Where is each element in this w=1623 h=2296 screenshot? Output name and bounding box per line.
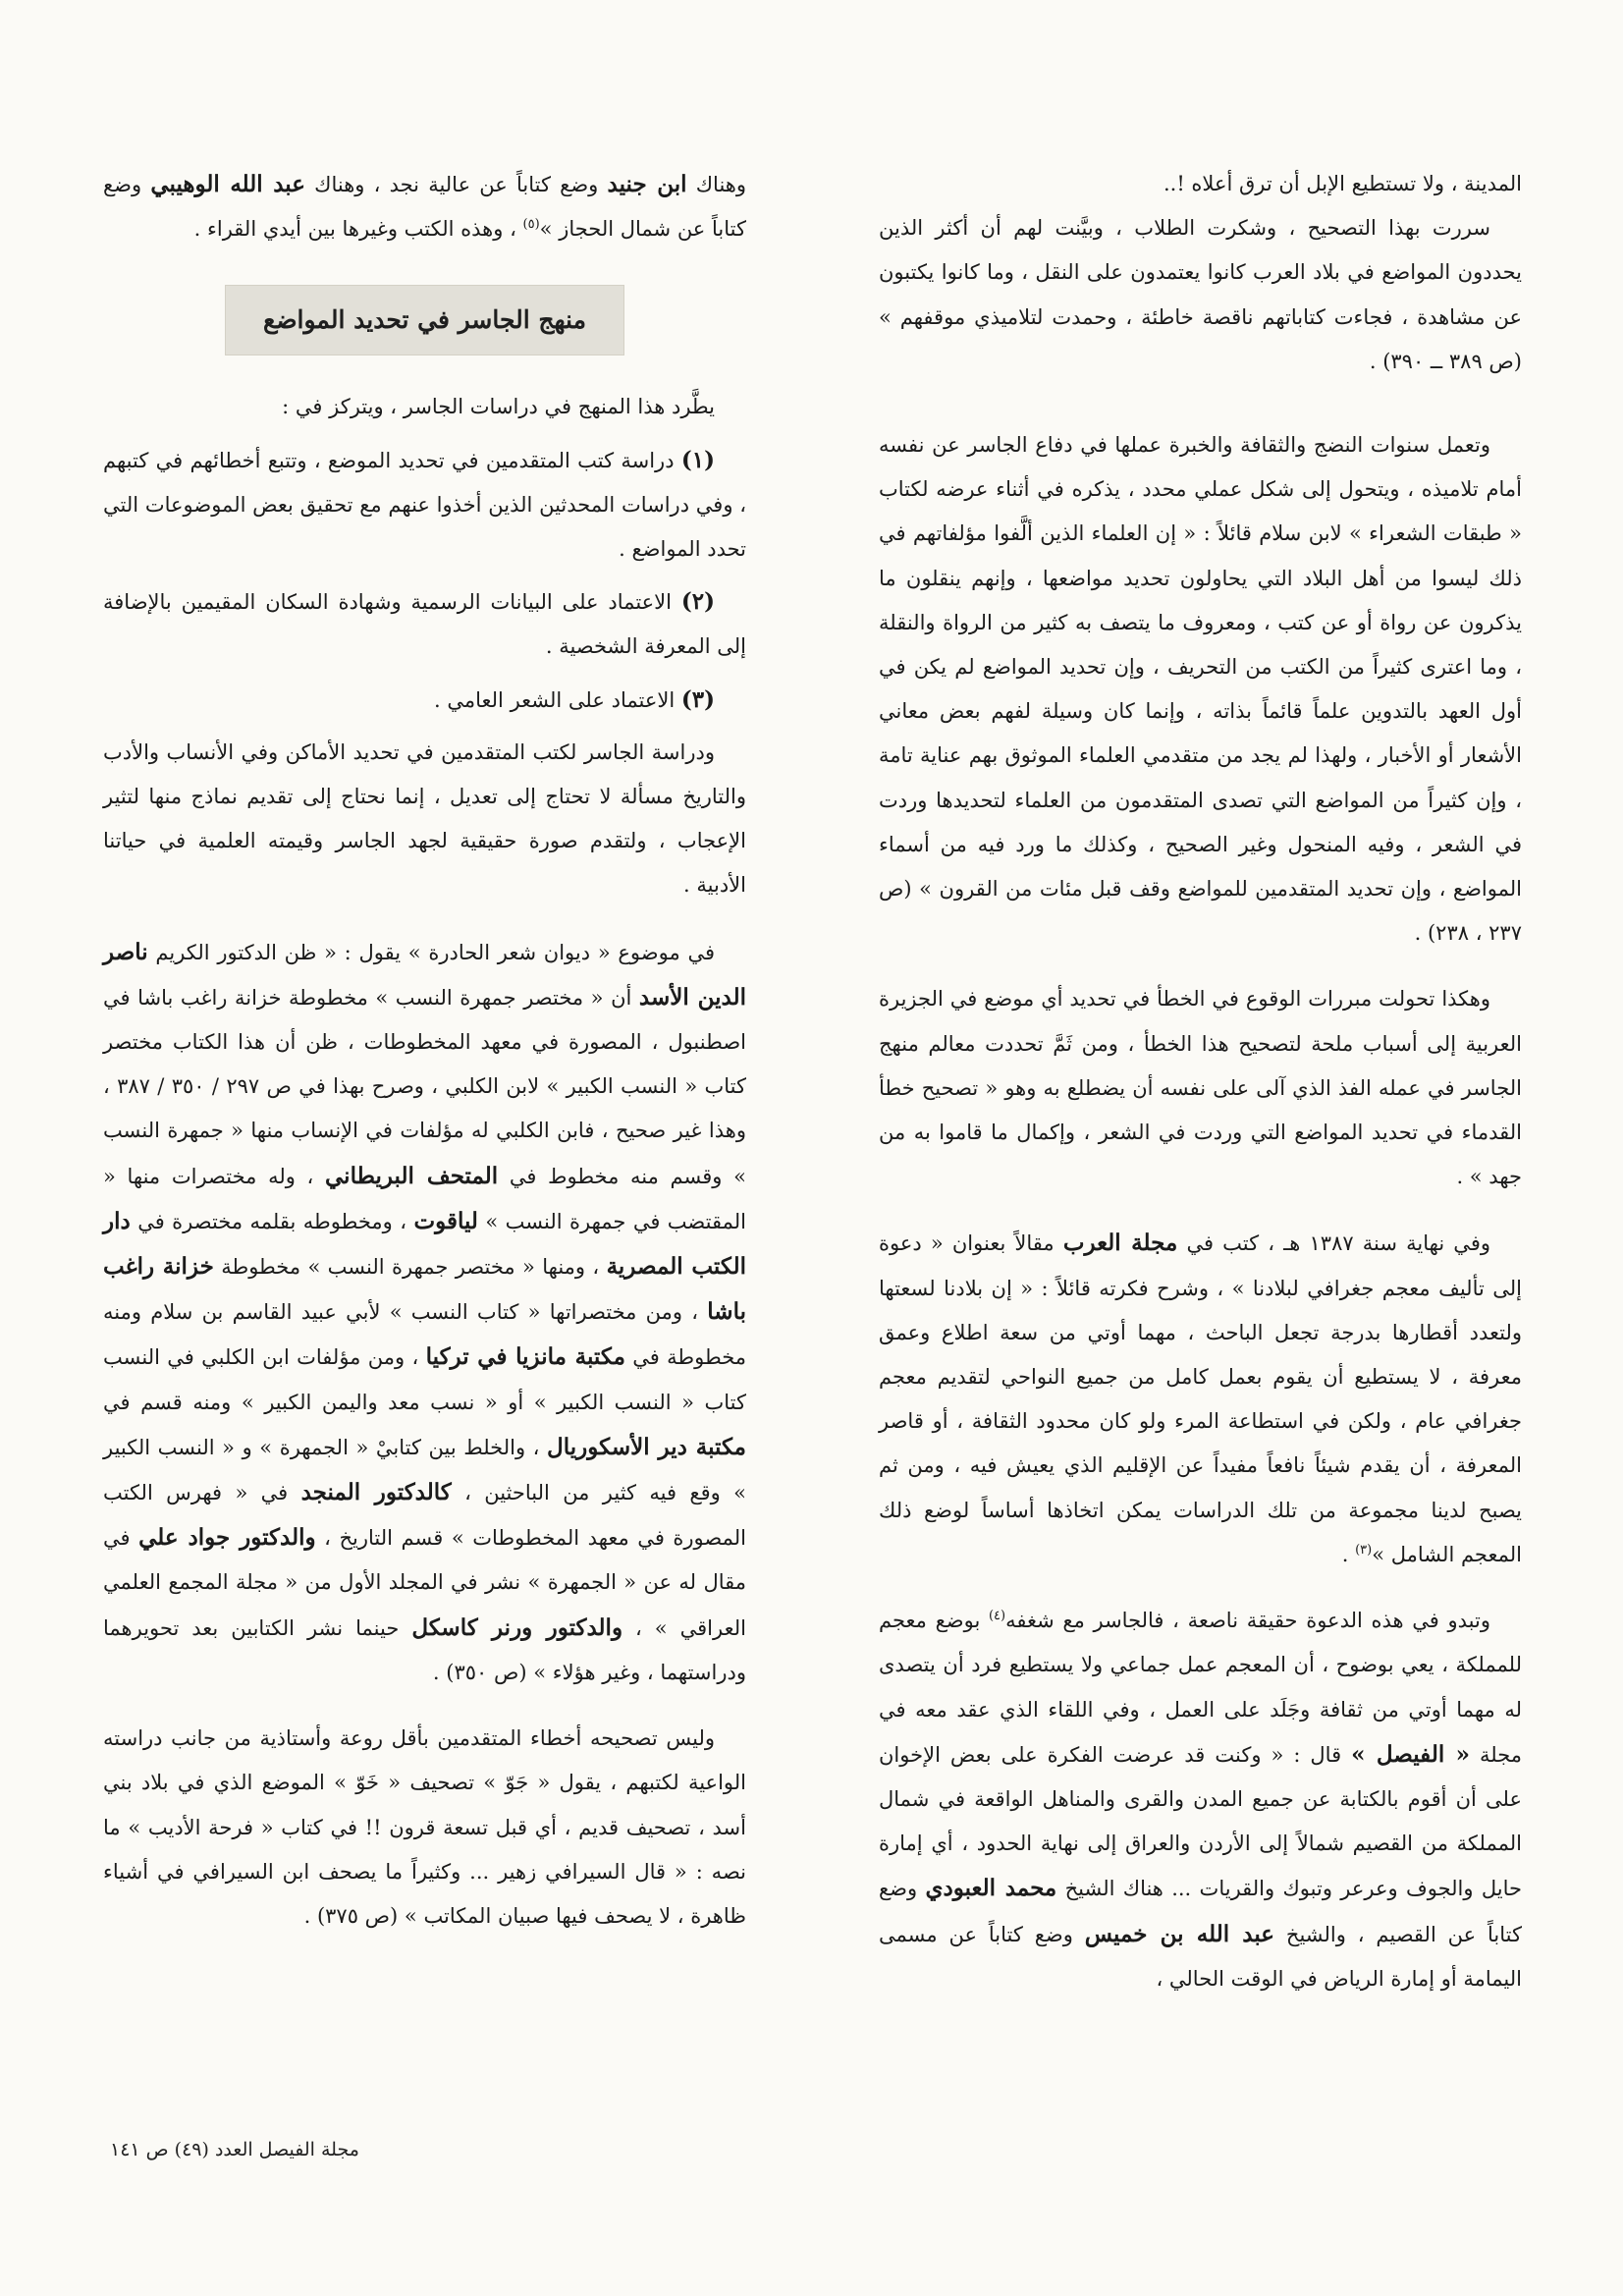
page-footer: مجلة الفيصل العدد (٤٩) ص ١٤١ [110, 2139, 359, 2160]
list-item: (٣) الاعتماد على الشعر العامي . [434, 685, 715, 713]
paragraph: وتعمل سنوات النضج والثقافة والخبرة عملها في دفاع الجاسر عن نفسه أمام تلاميذه ، ويتحول إلى شكل عملي محدد ، يذكره في أثناء عرضه لكتاب « طبقات الشعراء » لابن سلام قائلاً : « إن العلماء الذين ألَّفوا مؤلفاتهم في ذلك ليسوا من أهل البلاد التي يحاولون تحديد مواضعها ، وإنهم ينقلون ما يذكرون عن رواة أو عن كتب ، ومعروف ما يتصف به كثير من الرواة والنقلة ، وما اعترى كثيراً من الكتب من التحريف ، وإن تحديد المواضع لم يكن في أول العهد بالتدوين علماً قائماً بذاته ، وإنما كان وسيلة لفهم بعض معاني الأشعار أو الأخبار ، ولهذا لم يجد من متقدمي العلماء الموثوق بهم عناية تامة ، وإن كثيراً من المواضع التي تصدى المتقدمون من العلماء لتحديدها وردت في الشعر ، وفيه المنحول وغير الصحيح ، وكذلك ما ورد فيه من أسماء المواضع ، وإن تحديد المتقدمين للمواضع وقف قبل مئات من القرون » (ص ٢٣٧ ، ٢٣٨) . [879, 433, 1522, 946]
paragraph: ودراسة الجاسر لكتب المتقدمين في تحديد الأماكن وفي الأنساب والأدب والتاريخ مسألة لا تحتاج إلى تعديل ، إنما نحتاج إلى تقديم نماذج منها لتثير الإعجاب ، ولتقدم صورة حقيقية لجهد الجاسر وقيمته العلمية في حياتنا الأدبية . [103, 739, 746, 898]
footnote-ref: (٥) [522, 217, 540, 233]
right-column [879, 162, 1522, 2023]
place-name: دار الكتب المصرية [103, 1207, 746, 1281]
magazine-name: « الفيصل » [1351, 1740, 1470, 1768]
footnote-ref: (٤) [988, 1609, 1006, 1624]
paragraph: سررت بهذا التصحيح ، وشكرت الطلاب ، وبيَّنت لهم أن أكثر الذين يحددون المواضع في بلاد العرب كانوا يعتمدون على النقل ، وما كانوا يكتبون عن مشاهدة ، فجاءت كتاباتهم ناقصة خاطئة ، وحمدت لتلاميذي موقفهم » (ص ٣٨٩ ــ ٣٩٠) . [879, 216, 1522, 373]
paragraph: المدينة ، ولا تستطيع الإبل أن ترق أعلاه !.. [1163, 172, 1522, 195]
paragraph: يطَّرد هذا المنهج في دراسات الجاسر ، ويتركز في : [282, 395, 715, 419]
section-heading: منهج الجاسر في تحديد المواضع [225, 285, 624, 355]
paragraph: وفي نهاية سنة ١٣٨٧ هـ ، كتب في مجلة العرب مقالاً بعنوان « دعوة إلى تأليف معجم جغرافي لبلادنا » ، وشرح فكرته قائلاً : « إن بلادنا لسعتها ولتعدد أقطارها بدرجة تجعل الباحث ، مهما أوتي من سعة اطلاع وعمق معرفة ، لا يستطيع أن يقوم بعمل كامل من جميع النواحي لتقديم معجم جغرافي عام ، ولكن في استطاعة المرء ولو كان محدود الثقافة ، أو قاصر المعرفة ، أن يقدم شيئاً نافعاً مفيداً عن الإقليم الذي يعيش فيه ، ومن ثم يصبح لدينا مجموعة من تلك الدراسات يمكن اتخاذها أساساً لوضع ذلك المعجم الشامل »$^{(٣)}$ . [879, 1230, 1522, 1566]
person-name: عبد الله الوهيبي [150, 171, 305, 197]
list-number: (١) [680, 446, 715, 473]
footnote-ref: (٣) [1355, 1542, 1373, 1558]
paragraph: وهناك ابن جنيد وضع كتاباً عن عالية نجد ، وهناك عبد الله الوهيبي وضع كتاباً عن شمال الحجاز »$^{(٥)}$ ، وهذه الكتب وغيرها بين أيدي القراء . [103, 171, 746, 242]
list-item: (٢) الاعتماد على البيانات الرسمية وشهادة السكان المقيمين بالإضافة إلى المعرفة الشخصية . [103, 588, 746, 659]
place-name: مكتبة مانزيا في تركيا [425, 1343, 625, 1371]
place-name: مكتبة دير الأسكوريال [547, 1433, 746, 1460]
person-name: عبد الله بن خميس [1084, 1920, 1275, 1947]
person-name: محمد العبودي [925, 1875, 1057, 1902]
paragraph: وليس تصحيحه أخطاء المتقدمين بأقل روعة وأستاذية من جانب دراسته الواعية لكتبهم ، يقول « جَوّ » تصحيف « خَوّ » الموضع الذي في بلاد بني أسد ، تصحيف قديم ، أي قبل تسعة قرون !! في كتاب « فرحة الأديب » ما نصه : « قال السيرافي زهير ... وكثيراً ما يصحف ابن السيرافي في أشياء ظاهرة ، لا يصحف فيها صبيان المكاتب » (ص ٣٧٥) . [103, 1726, 746, 1928]
list-number: (٢) [680, 588, 715, 616]
person-name: ناصر الدين الأسد [103, 938, 746, 1011]
place-name: المتحف البريطاني [325, 1162, 499, 1189]
person-name: كالدكتور المنجد [300, 1479, 452, 1506]
list-item: (١) دراسة كتب المتقدمين في تحديد الموضع ، وتتبع أخطائهم في كتبهم ، وفي دراسات المحدثين الذين أخذوا عنهم مع تحقيق بعض الموضوعات التي تحدد المواضع . [103, 446, 746, 562]
paragraph: وهكذا تحولت مبررات الوقوع في الخطأ في تحديد أي موضع في الجزيرة العربية إلى أسباب ملحة لتصحيح هذا الخطأ ، ومن ثَمَّ تحددت معالم منهج الجاسر في عمله الفذ الذي آلى على نفسه أن يضطلع به وهو « تصحيح خطأ القدماء في تحديد المواضع التي وردت في الشعر ، وإكمال ما قاموا به من جهد » . [879, 987, 1522, 1189]
person-name: لياقوت [413, 1207, 478, 1234]
person-name: والدكتور ورنر كاسكل [411, 1613, 623, 1641]
journal-name: مجلة العرب [1062, 1230, 1178, 1257]
list-number: (٣) [680, 685, 715, 713]
paragraph: وتبدو في هذه الدعوة حقيقة ناصعة ، فالجاسر مع شغفه$^{(٤)}$ بوضع معجم للمملكة ، يعي بوضوح ، أن المعجم عمل جماعي ولا يستطيع فرد أن يتصدى له مهما أوتي من ثقافة وجَلَد على العمل ، وفي اللقاء الذي عقد معه في مجلة « الفيصل » قال : « وكنت قد عرضت الفكرة على بعض الإخوان على أن أقوم بالكتابة عن جميع المدن والقرى والمناهل الواقعة في شمال المملكة من القصيم شمالاً إلى الأردن والعراق إلى نهاية الحدود ، أي إمارة حايل والجوف وعرعر وتبوك والقريات ... هناك الشيخ محمد العبودي وضع كتاباً عن القصيم ، والشيخ عبد الله بن خميس وضع كتاباً عن مسمى اليمامة أو إمارة الرياض في الوقت الحالي ، [879, 1609, 1522, 1991]
person-name: والدكتور جواد علي [138, 1524, 316, 1552]
person-name: ابن جنيد [607, 171, 687, 197]
paragraph: في موضوع « ديوان شعر الحادرة » يقول : « ظن الدكتور الكريم ناصر الدين الأسد أن « مختصر جمهرة النسب » مخطوطة خزانة راغب باشا في اصطنبول ، المصورة في معهد المخطوطات ، ظن أن هذا الكتاب مختصر كتاب « النسب الكبير » لابن الكلبي ، وصرح بهذا في ص ٢٩٧ / ٣٥٠ / ٣٨٧ ، وهذا غير صحيح ، فابن الكلبي له مؤلفات في الإنساب منها « جمهرة النسب » وقسم منه مخطوط في المتحف البريطاني ، وله مختصرات منها « المقتضب في جمهرة النسب » لياقوت ، ومخطوطه بقلمه مختصرة في دار الكتب المصرية ، ومنها « مختصر جمهرة النسب » مخطوطة خزانة راغب باشا ، ومن مختصراتها « كتاب النسب » لأبي عبيد القاسم بن سلام ومنه مخطوطة في مكتبة مانزيا في تركيا ، ومن مؤلفات ابن الكلبي في النسب كتاب « النسب الكبير » أو « نسب معد واليمن الكبير » ومنه قسم في مكتبة دير الأسكوريال ، والخلط بين كتابيْ « الجمهرة » و « النسب الكبير » وقع فيه كثير من الباحثين ، كالدكتور المنجد في « فهرس الكتب المصورة في معهد المخطوطات » قسم التاريخ ، والدكتور جواد علي في مقال له عن « الجمهرة » نشر في المجلد الأول من « مجلة المجمع العلمي العراقي » ، والدكتور ورنر كاسكل حينما نشر الكتابين بعد تحويرهما ودراستهما ، وغير هؤلاء » (ص ٣٥٠) . [103, 938, 747, 1684]
left-column [103, 162, 746, 1960]
place-name: خزانة راغب باشا [103, 1253, 746, 1326]
